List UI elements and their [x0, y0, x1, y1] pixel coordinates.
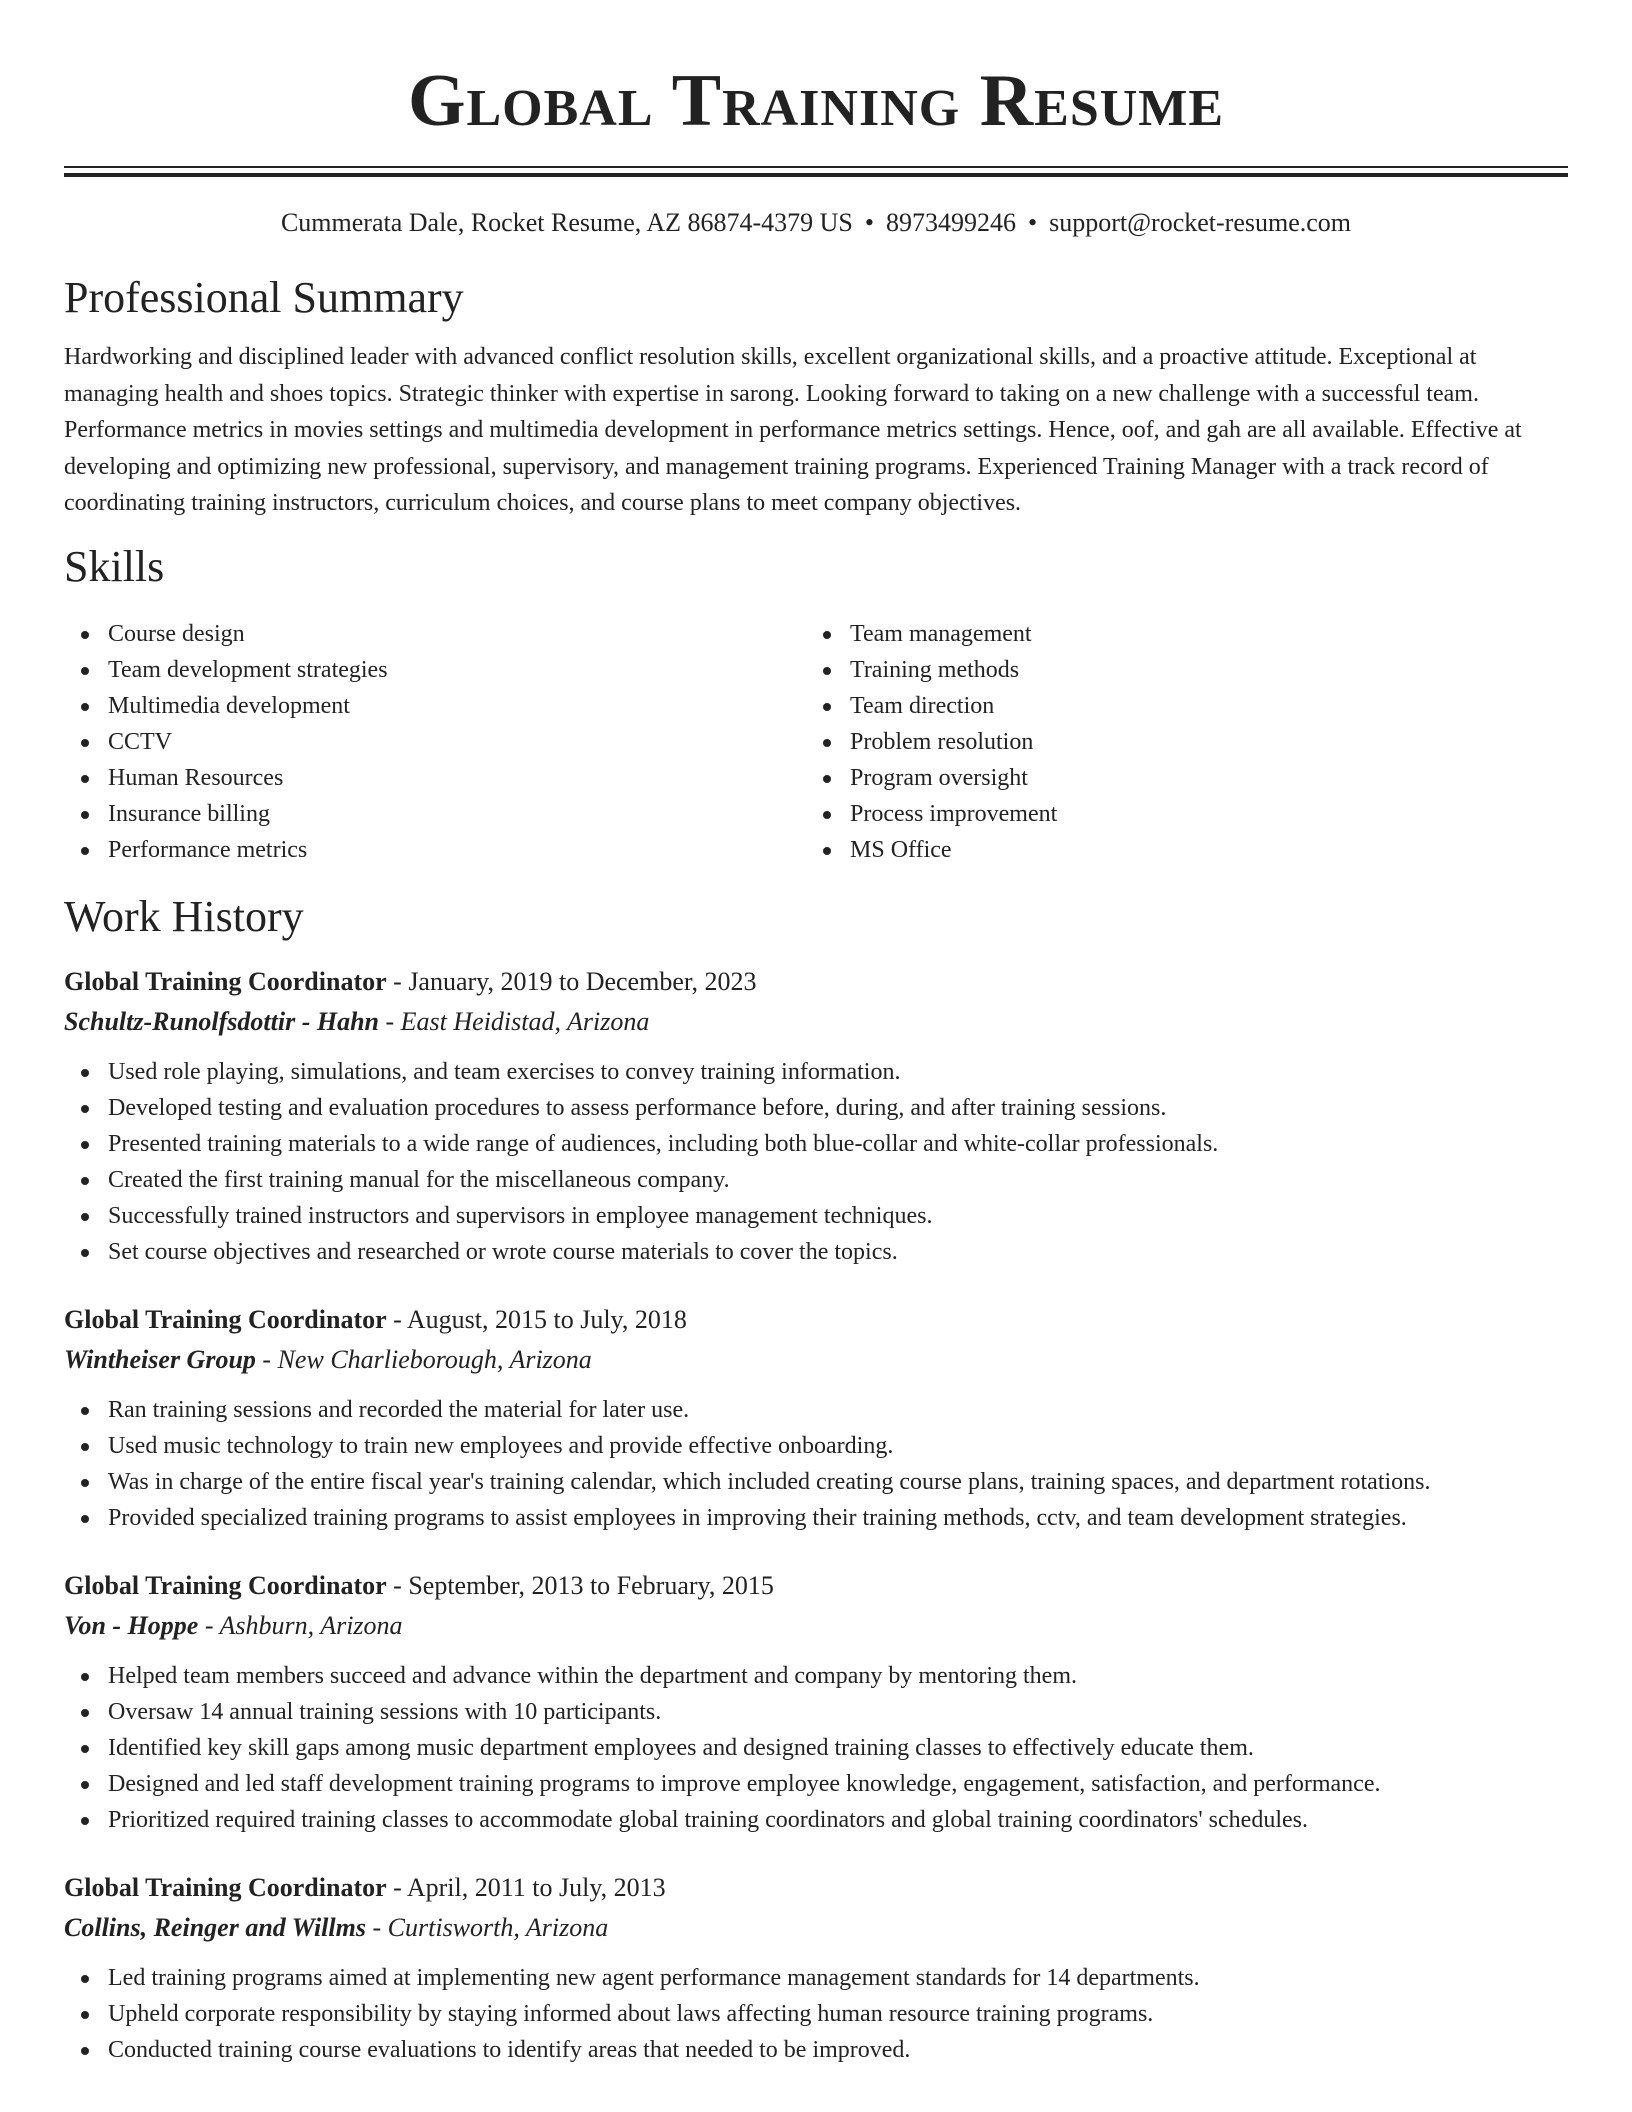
company-name: Wintheiser Group: [64, 1344, 256, 1374]
job-dash: -: [386, 966, 409, 996]
job-bullet: Provided specialized training programs to assist employees in improving their training methods, cctv, and team development strategies.: [64, 1500, 1568, 1536]
job-bullets: [64, 1658, 1568, 1838]
skills-column-right: [806, 616, 1548, 868]
job-bullet: Designed and led staff development training programs to improve employee knowledge, engagement, satisfaction, and performance.: [64, 1766, 1568, 1802]
job-title: Global Training Coordinator: [64, 966, 387, 996]
job-title-line: [64, 1566, 1568, 1606]
skill-item: CCTV: [64, 724, 806, 760]
job-bullet: Developed testing and evaluation procedures to assess performance before, during, and after training sessions.: [64, 1090, 1568, 1126]
job-entry: [64, 1300, 1568, 1536]
company-location: Curtisworth, Arizona: [387, 1912, 609, 1942]
skill-item: Process improvement: [806, 796, 1548, 832]
job-bullet: Conducted training course evaluations to identify areas that needed to be improved.: [64, 2032, 1568, 2068]
job-entry: [64, 1868, 1568, 2068]
company-dash: -: [365, 1912, 388, 1942]
company-location: New Charlieborough, Arizona: [277, 1344, 592, 1374]
job-title: Global Training Coordinator: [64, 1570, 387, 1600]
company-name: Von - Hoppe: [64, 1610, 199, 1640]
skill-item: Performance metrics: [64, 832, 806, 868]
job-bullet: Ran training sessions and recorded the material for later use.: [64, 1392, 1568, 1428]
job-title: Global Training Coordinator: [64, 1304, 387, 1334]
company-line: [64, 1002, 1568, 1042]
job-dates: August, 2015 to July, 2018: [406, 1304, 687, 1334]
job-bullet: Prioritized required training classes to accommodate global training coordinators and global training coordinators' schedules.: [64, 1802, 1568, 1838]
skills-heading: Skills: [64, 541, 165, 591]
job-bullet: Successfully trained instructors and supervisors in employee management techniques.: [64, 1198, 1568, 1234]
job-bullet: Helped team members succeed and advance within the department and company by mentoring them.: [64, 1658, 1568, 1694]
job-title: Global Training Coordinator: [64, 1872, 387, 1902]
skill-item: Program oversight: [806, 760, 1548, 796]
job-bullet: Oversaw 14 annual training sessions with 10 participants.: [64, 1694, 1568, 1730]
job-entry: [64, 1566, 1568, 1838]
skills-list: [64, 616, 1568, 868]
skill-item: Human Resources: [64, 760, 806, 796]
summary-text: Hardworking and disciplined leader with advanced conflict resolution skills, excellent organizational skills, and a proactive attitude. Exceptional at managing health and shoes topics. Strategic thinker with expertise in sarong. Looking forward to taking on a new challenge with a successful team. Performance metrics in movies settings and multimedia development in performance metrics settings. Hence, oof, and gah are all available. Effective at developing and optimizing new professional, supervisory, and management training programs. Experienced Training Manager with a track record of coordinating training instructors, curriculum choices, and course plans to meet company objectives.: [64, 344, 1522, 516]
work-history-heading: Work History: [64, 891, 304, 941]
company-dash: -: [198, 1610, 220, 1640]
skill-item: Problem resolution: [806, 724, 1548, 760]
job-dash: -: [386, 1872, 407, 1902]
job-bullet: Created the first training manual for the miscellaneous company.: [64, 1162, 1568, 1198]
company-line: [64, 1606, 1568, 1646]
contact-email: support@rocket-resume.com: [1049, 208, 1352, 237]
job-bullet: Led training programs aimed at implementing new agent performance management standards for 14 departments.: [64, 1960, 1568, 1996]
company-line: [64, 1908, 1568, 1948]
company-name: Collins, Reinger and Willms: [64, 1912, 366, 1942]
skill-item: Team development strategies: [64, 652, 806, 688]
contact-separator: •: [864, 208, 874, 237]
contact-phone: 8973499246: [885, 208, 1016, 237]
job-dates: January, 2019 to December, 2023: [408, 966, 757, 996]
job-bullet: Identified key skill gaps among music department employees and designed training classes to effectively educate them.: [64, 1730, 1568, 1766]
job-bullet: Upheld corporate responsibility by staying informed about laws affecting human resource training programs.: [64, 1996, 1568, 2032]
contact-address: Cummerata Dale, Rocket Resume, AZ 86874-4379 US: [280, 208, 853, 237]
job-bullet: Used music technology to train new employees and provide effective onboarding.: [64, 1428, 1568, 1464]
job-title-line: [64, 1868, 1568, 1908]
contact-separator: •: [1027, 208, 1038, 237]
skill-item: Multimedia development: [64, 688, 806, 724]
job-dash: -: [386, 1304, 407, 1334]
summary-heading: Professional Summary: [64, 273, 464, 322]
contact-line: [64, 205, 1568, 241]
company-line: [64, 1340, 1568, 1380]
job-title-line: [64, 962, 1568, 1002]
resume-title: Global Training Resume: [407, 60, 1225, 142]
skill-item: Insurance billing: [64, 796, 806, 832]
job-bullet: Presented training materials to a wide range of audiences, including both blue-collar and white-collar professionals.: [64, 1126, 1568, 1162]
skill-item: Training methods: [806, 652, 1548, 688]
job-bullet: Used role playing, simulations, and team exercises to convey training information.: [64, 1054, 1568, 1090]
skill-item: Team management: [806, 616, 1548, 652]
job-entry: [64, 962, 1568, 1270]
job-title-line: [64, 1300, 1568, 1340]
job-bullet: Set course objectives and researched or wrote course materials to cover the topics.: [64, 1234, 1568, 1270]
company-location: Ashburn, Arizona: [219, 1610, 403, 1640]
skill-item: Team direction: [806, 688, 1548, 724]
company-name: Schultz-Runolfsdottir - Hahn: [64, 1006, 379, 1036]
job-bullets: [64, 1054, 1568, 1270]
job-bullets: [64, 1960, 1568, 2068]
skill-item: MS Office: [806, 832, 1548, 868]
company-location: East Heidistad, Arizona: [400, 1006, 650, 1036]
company-dash: -: [379, 1006, 401, 1036]
skills-column-left: [64, 616, 806, 868]
job-bullets: [64, 1392, 1568, 1536]
title-divider: [64, 166, 1568, 177]
job-bullet: Was in charge of the entire fiscal year's training calendar, which included creating course plans, training spaces, and department rotations.: [64, 1464, 1568, 1500]
skill-item: Course design: [64, 616, 806, 652]
company-dash: -: [255, 1344, 278, 1374]
job-dates: April, 2011 to July, 2013: [406, 1872, 666, 1902]
job-dash: -: [386, 1570, 409, 1600]
job-dates: September, 2013 to February, 2015: [408, 1570, 774, 1600]
